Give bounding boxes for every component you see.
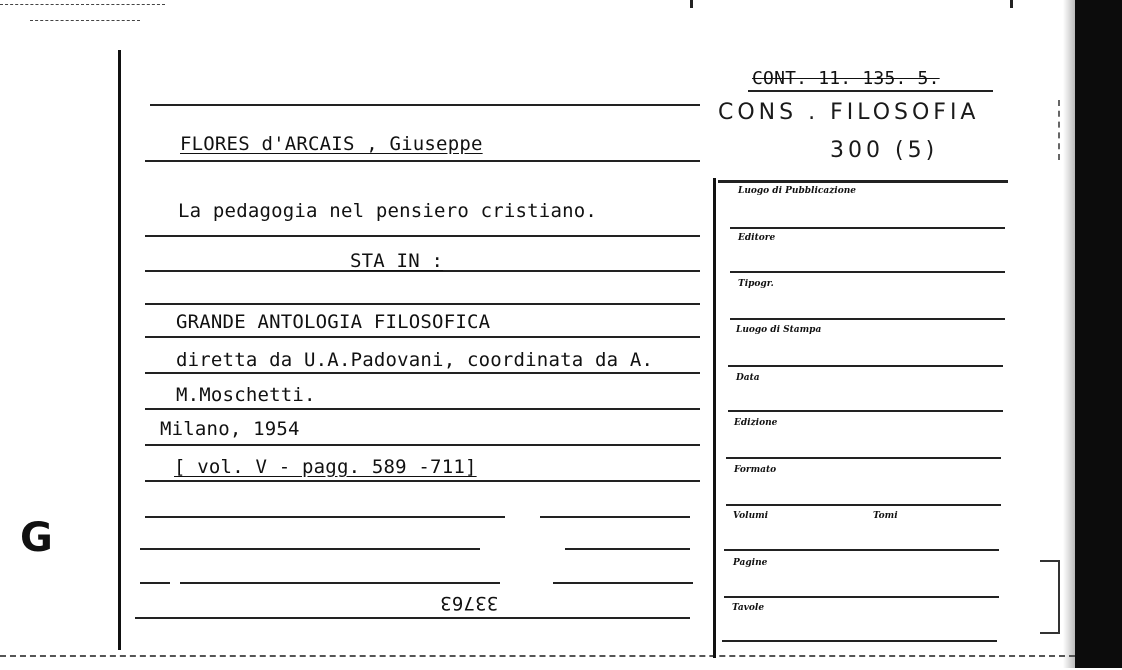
rule-line xyxy=(145,303,700,305)
rule-line xyxy=(553,582,693,584)
top-edge-dashes xyxy=(0,4,165,5)
binding-holes xyxy=(1040,100,1060,160)
rule-line xyxy=(180,582,500,584)
rule-line xyxy=(145,336,700,338)
rule-line xyxy=(145,160,700,162)
rule-line xyxy=(540,516,690,518)
field-tomi: Tomi xyxy=(873,511,898,521)
top-edge-mark xyxy=(690,0,693,8)
field-line xyxy=(726,457,1001,459)
field-pagine: Pagine xyxy=(733,558,768,568)
editors-line-1: diretta da U.A.Padovani, coordinata da A. xyxy=(176,349,654,371)
field-editore: Editore xyxy=(738,233,776,243)
sta-in-label: STA IN : xyxy=(350,250,444,272)
rule-line xyxy=(145,480,700,482)
field-line xyxy=(728,365,1003,367)
shelfmark-underline xyxy=(748,90,993,92)
rule-line xyxy=(135,617,690,619)
field-line xyxy=(730,227,1005,229)
volume-pages: [ vol. V - pagg. 589 -711] xyxy=(174,456,477,478)
form-box-top xyxy=(718,180,1008,183)
field-tavole: Tavole xyxy=(732,603,765,613)
binding-clip xyxy=(1040,560,1060,634)
author: FLORES d'ARCAIS , Giuseppe xyxy=(180,133,483,155)
field-volumi: Volumi xyxy=(733,511,769,521)
inventory-number: 33763 xyxy=(440,592,499,614)
rule-line xyxy=(145,408,700,410)
old-shelfmark: CONT. 11. 135. 5. xyxy=(752,68,940,89)
form-box-left xyxy=(713,178,716,658)
rule-line xyxy=(145,235,700,237)
field-data: Data xyxy=(736,373,760,383)
field-line xyxy=(722,640,997,642)
scan-edge xyxy=(1075,0,1122,668)
card-left-border xyxy=(118,50,121,650)
field-line xyxy=(726,504,1001,506)
field-line xyxy=(724,596,999,598)
rule-line xyxy=(150,104,700,106)
rule-line xyxy=(145,516,505,518)
rule-line xyxy=(145,444,700,446)
editors-line-2: M.Moschetti. xyxy=(176,384,316,406)
rule-line xyxy=(140,582,170,584)
field-line xyxy=(730,271,1005,273)
work-title: La pedagogia nel pensiero cristiano. xyxy=(178,200,598,222)
rule-line xyxy=(565,548,690,550)
field-tipografo: Tipogr. xyxy=(738,279,774,289)
field-line xyxy=(728,410,1003,412)
rule-line xyxy=(140,548,480,550)
top-edge-dashes xyxy=(30,20,140,21)
field-edizione: Edizione xyxy=(734,418,778,428)
field-line xyxy=(724,549,999,551)
new-shelfmark-line-2: 300 (5) xyxy=(830,138,939,163)
field-formato: Formato xyxy=(734,465,777,475)
field-line xyxy=(730,318,1005,320)
top-edge-mark xyxy=(1010,0,1013,8)
rule-line xyxy=(145,372,700,374)
field-luogo-stampa: Luogo di Stampa xyxy=(736,325,822,335)
field-luogo-pubblicazione: Luogo di Pubblicazione xyxy=(738,186,856,196)
new-shelfmark-line-1: CONS . FILOSOFIA xyxy=(718,100,980,125)
side-letter: G xyxy=(20,515,53,561)
collection-title: GRANDE ANTOLOGIA FILOSOFICA xyxy=(176,311,491,333)
scan-edge-shadow xyxy=(1063,0,1075,668)
place-year: Milano, 1954 xyxy=(160,418,300,440)
